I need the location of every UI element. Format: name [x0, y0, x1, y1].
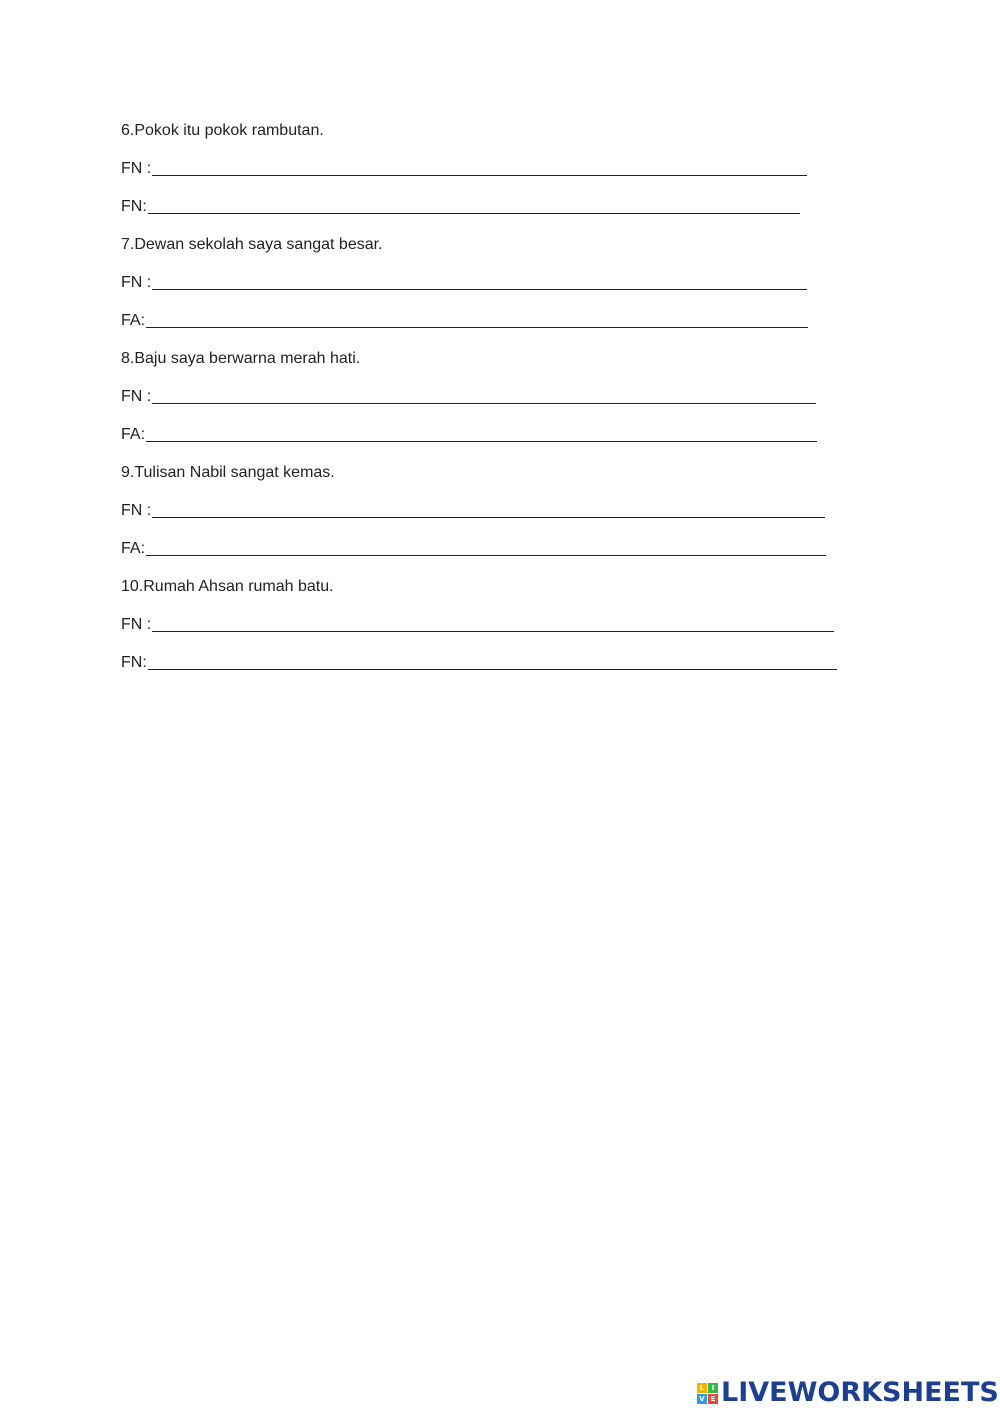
liveworksheets-logo	[697, 1376, 999, 1410]
worksheet	[121, 121, 861, 691]
logo-mark-letter: L	[697, 1383, 707, 1393]
answer-row	[121, 387, 861, 407]
answer-blank-line[interactable]	[152, 501, 825, 518]
answer-row	[121, 159, 861, 179]
answer-row	[121, 615, 861, 635]
question-text: 7.Dewan sekolah saya sangat besar.	[121, 236, 383, 253]
logo-mark-letter: V	[697, 1394, 707, 1404]
answer-label: FN :	[121, 616, 152, 633]
answer-row	[121, 197, 861, 217]
question-text: 8.Baju saya berwarna merah hati.	[121, 350, 361, 367]
answer-blank-line[interactable]	[152, 615, 834, 632]
answer-row	[121, 501, 861, 521]
answer-label: FN :	[121, 388, 152, 405]
question-text: 10.Rumah Ahsan rumah batu.	[121, 578, 334, 595]
answer-blank-line[interactable]	[152, 387, 816, 404]
answer-blank-line[interactable]	[148, 197, 800, 214]
answer-label: FN:	[121, 198, 147, 215]
logo-mark-letter: E	[708, 1394, 718, 1404]
answer-blank-line[interactable]	[148, 653, 837, 670]
answer-row	[121, 311, 861, 331]
logo-mark-letter: I	[708, 1383, 718, 1393]
answer-blank-line[interactable]	[146, 425, 817, 442]
answer-blank-line[interactable]	[152, 273, 807, 290]
answer-label: FA:	[121, 312, 146, 329]
question-text: 9.Tulisan Nabil sangat kemas.	[121, 464, 335, 481]
answer-blank-line[interactable]	[152, 159, 807, 176]
answer-blank-line[interactable]	[146, 311, 808, 328]
answer-label: FN:	[121, 654, 147, 671]
liveworksheets-logo-icon	[697, 1383, 718, 1404]
answer-label: FA:	[121, 426, 146, 443]
answer-label: FN :	[121, 160, 152, 177]
answer-label: FN :	[121, 502, 152, 519]
answer-row	[121, 425, 861, 445]
answer-label: FA:	[121, 540, 146, 557]
answer-row	[121, 539, 861, 559]
answer-row	[121, 273, 861, 293]
answer-row	[121, 653, 861, 673]
question-text: 6.Pokok itu pokok rambutan.	[121, 122, 324, 139]
answer-blank-line[interactable]	[146, 539, 826, 556]
logo-text: LIVEWORKSHEETS	[721, 1377, 999, 1408]
answer-label: FN :	[121, 274, 152, 291]
